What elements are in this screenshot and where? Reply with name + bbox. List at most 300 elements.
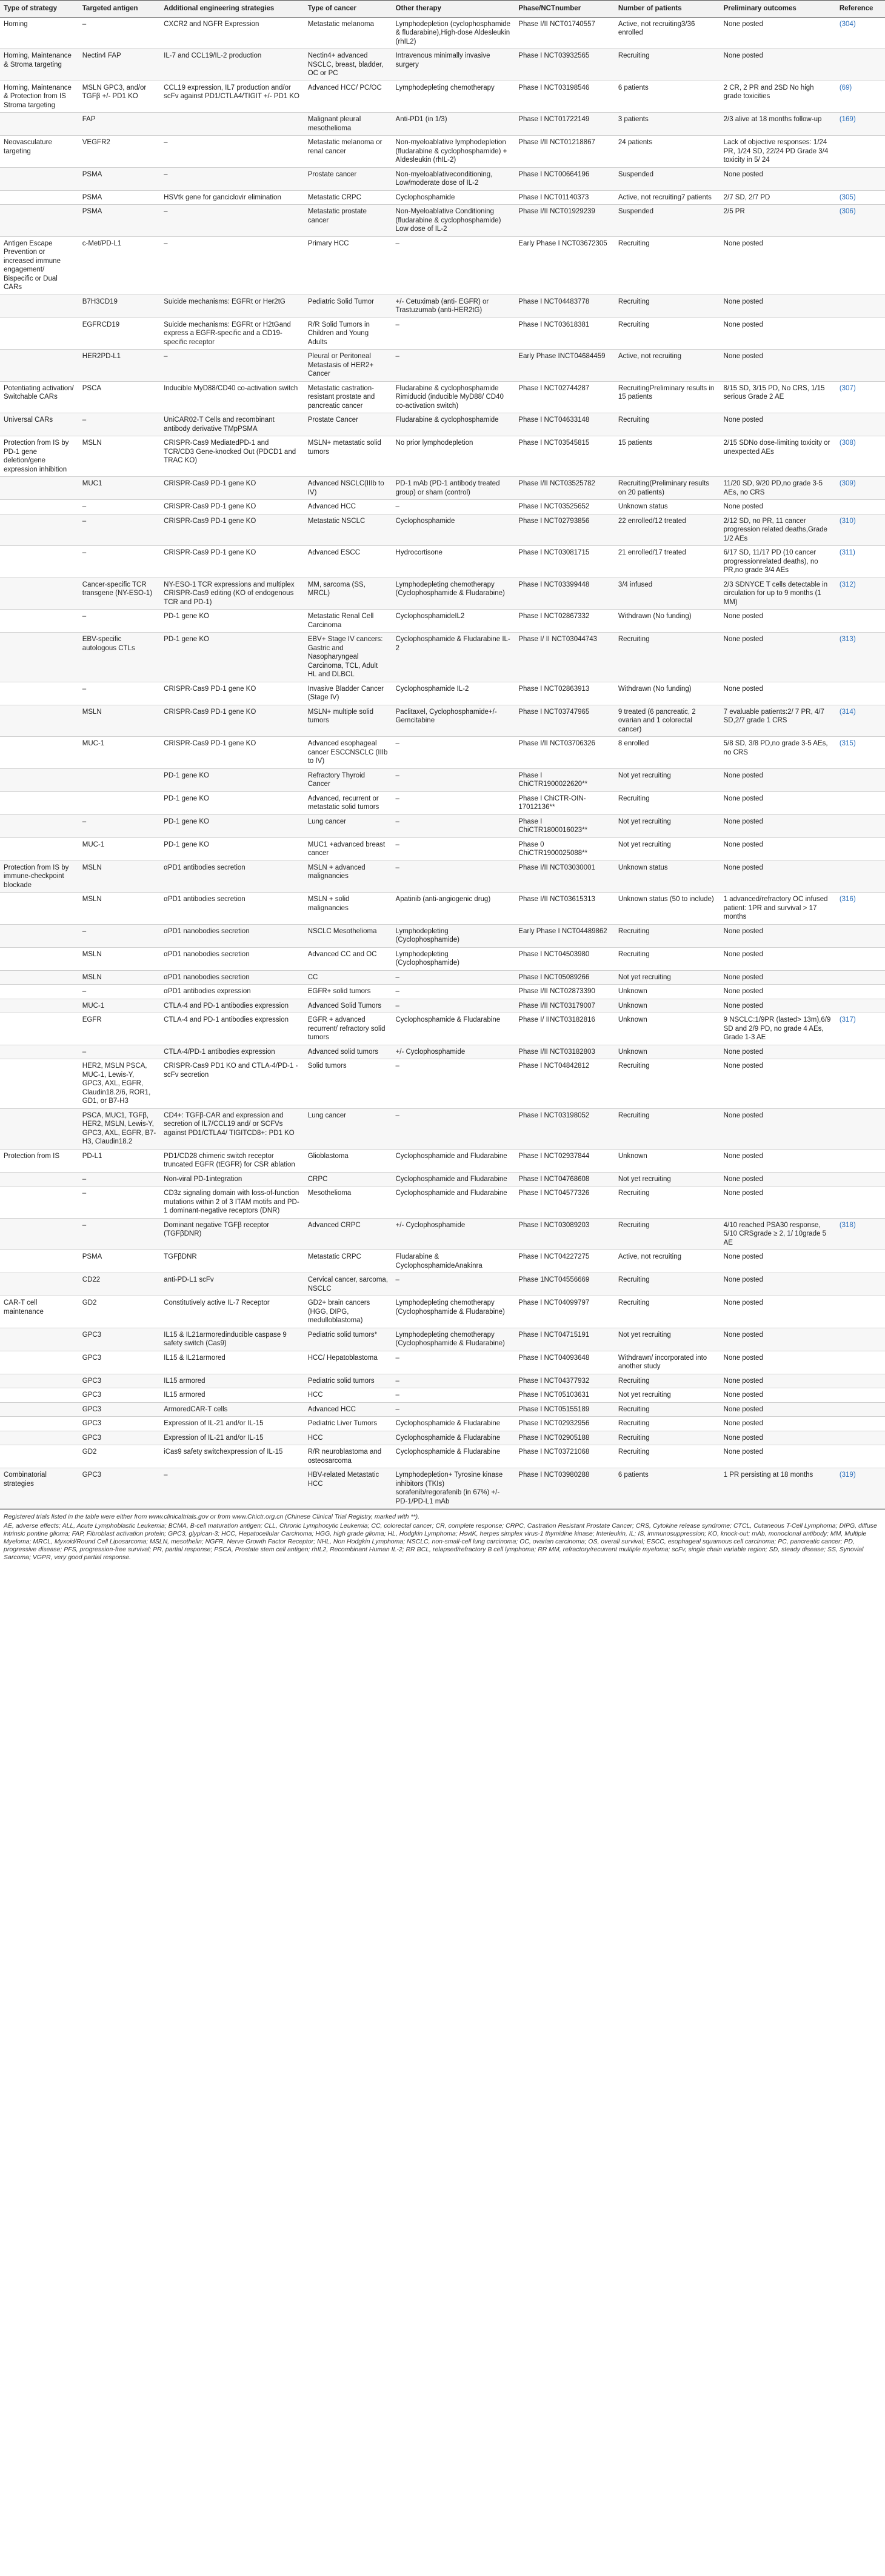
table-cell: Active, not recruiting7 patients xyxy=(615,190,720,205)
table-cell: Suicide mechanisms: EGFRt or H2tGand express a EGFR-specific and a CD19-specific receptor xyxy=(160,318,304,350)
table-cell: 1 advanced/refractory OC infused patient: 1PR and survival > 17 months xyxy=(720,893,836,925)
table-cell: – xyxy=(392,1273,515,1296)
table-cell: Advanced HCC xyxy=(304,500,392,514)
column-header: Preliminary outcomes xyxy=(720,1,836,18)
table-cell: CRISPR-Cas9 PD-1 gene KO xyxy=(160,546,304,578)
column-header: Targeted antigen xyxy=(79,1,160,18)
table-cell: Protection from IS by immune-checkpoint blockade xyxy=(0,860,79,893)
table-cell: Inducible MyD88/CD40 co-activation switch xyxy=(160,381,304,413)
table-cell: None posted xyxy=(720,1296,836,1328)
table-cell: Phase I NCT05103631 xyxy=(515,1388,615,1403)
table-cell: Cyclophosphamide xyxy=(392,514,515,546)
reference-cell xyxy=(836,814,885,837)
table-cell: Homing, Maintenance & Stroma targeting xyxy=(0,49,79,81)
table-cell: None posted xyxy=(720,985,836,999)
table-cell xyxy=(0,295,79,318)
table-cell xyxy=(0,924,79,947)
table-cell: – xyxy=(79,413,160,436)
table-cell: – xyxy=(160,1468,304,1509)
table-cell: Recruiting xyxy=(615,1417,720,1431)
table-cell xyxy=(0,682,79,705)
table-cell: Intravenous minimally invasive surgery xyxy=(392,49,515,81)
table-cell: Phase I NCT02867332 xyxy=(515,610,615,633)
table-cell: Phase I NCT04093648 xyxy=(515,1351,615,1374)
table-cell: None posted xyxy=(720,814,836,837)
table-cell: Phase I/II NCT01740557 xyxy=(515,17,615,49)
table-cell: Phase I NCT02863913 xyxy=(515,682,615,705)
table-cell: None posted xyxy=(720,295,836,318)
table-cell: Advanced CC and OC xyxy=(304,947,392,970)
table-cell xyxy=(0,1108,79,1149)
table-cell: Homing xyxy=(0,17,79,49)
reference-cell xyxy=(836,413,885,436)
table-cell: Protection from IS xyxy=(0,1149,79,1172)
table-cell: IL15 & IL21armored xyxy=(160,1351,304,1374)
table-cell: Advanced, recurrent or metastatic solid tumors xyxy=(304,791,392,814)
table-cell: CRPC xyxy=(304,1172,392,1186)
table-cell: 2/5 PR xyxy=(720,205,836,237)
table-row xyxy=(0,768,885,791)
table-cell: Apatinib (anti-angiogenic drug) xyxy=(392,893,515,925)
table-cell: Lymphodepletion (cyclophosphamide & fludarabine),High-dose Aldesleukin (rhIL2) xyxy=(392,17,515,49)
table-cell: Recruiting xyxy=(615,633,720,682)
table-cell: Phase I NCT04483778 xyxy=(515,295,615,318)
table-cell: 2/12 SD, no PR, 11 cancer progression related deaths,Grade 1/2 AEs xyxy=(720,514,836,546)
table-cell: None posted xyxy=(720,999,836,1013)
table-cell: Phase I ChiCTR1800016023** xyxy=(515,814,615,837)
table-cell xyxy=(0,1402,79,1417)
table-cell: Lymphodepleting chemotherapy (Cyclophosphamide & Fludarabine) xyxy=(392,1328,515,1351)
table-cell xyxy=(0,1445,79,1468)
table-cell: GPC3 xyxy=(79,1468,160,1509)
table-cell: Phase 0 ChiCTR1900025088** xyxy=(515,837,615,860)
table-cell: – xyxy=(392,970,515,985)
table-cell: Metastatic CRPC xyxy=(304,1250,392,1273)
reference-cell xyxy=(836,837,885,860)
reference-cell: (308) xyxy=(836,436,885,477)
table-cell: Cyclophosphamide and Fludarabine xyxy=(392,1172,515,1186)
table-cell: Phase I NCT04768608 xyxy=(515,1172,615,1186)
table-cell: PD-1 gene KO xyxy=(160,768,304,791)
reference-cell xyxy=(836,999,885,1013)
table-row xyxy=(0,49,885,81)
table-cell xyxy=(79,791,160,814)
table-cell: FAP xyxy=(79,113,160,136)
table-cell: Combinatorial strategies xyxy=(0,1468,79,1509)
table-cell: Unknown xyxy=(615,1045,720,1059)
table-cell: Phase I NCT02905188 xyxy=(515,1431,615,1445)
table-cell: PSMA xyxy=(79,190,160,205)
table-cell xyxy=(0,318,79,350)
table-cell xyxy=(0,477,79,500)
table-cell: – xyxy=(79,1172,160,1186)
table-cell: HER2PD-L1 xyxy=(79,350,160,382)
table-cell: TGFβDNR xyxy=(160,1250,304,1273)
table-cell: Phase I NCT04227275 xyxy=(515,1250,615,1273)
table-cell: Phase I NCT03545815 xyxy=(515,436,615,477)
table-cell: MM, sarcoma (SS, MRCL) xyxy=(304,577,392,610)
table-cell: GD2 xyxy=(79,1445,160,1468)
table-cell: Not yet recruiting xyxy=(615,837,720,860)
table-cell: +/- Cyclophosphamide xyxy=(392,1045,515,1059)
table-cell: Phase I NCT02744287 xyxy=(515,381,615,413)
table-cell: Unknown status xyxy=(615,860,720,893)
table-cell: Lymphodepleting (Cyclophosphamide) xyxy=(392,924,515,947)
table-cell: EGFR xyxy=(79,1013,160,1045)
table-cell: Protection from IS by PD-1 gene deletion/gene expression inhibition xyxy=(0,436,79,477)
reference-cell xyxy=(836,1374,885,1388)
table-cell: None posted xyxy=(720,1108,836,1149)
table-cell: Early Phase I NCT03672305 xyxy=(515,236,615,295)
table-row xyxy=(0,682,885,705)
table-row xyxy=(0,1172,885,1186)
column-header: Other therapy xyxy=(392,1,515,18)
table-cell: IL15 & IL21armoredinducible caspase 9 safety switch (Cas9) xyxy=(160,1328,304,1351)
table-cell: Active, not recruiting3/36 enrolled xyxy=(615,17,720,49)
table-cell: None posted xyxy=(720,17,836,49)
table-row xyxy=(0,737,885,769)
table-cell: Phase I NCT04633148 xyxy=(515,413,615,436)
table-row xyxy=(0,81,885,113)
table-cell: +/- Cyclophosphamide xyxy=(392,1218,515,1250)
table-cell: HCC/ Hepatoblastoma xyxy=(304,1351,392,1374)
table-cell: Recruiting xyxy=(615,236,720,295)
table-cell: Not yet recruiting xyxy=(615,970,720,985)
table-cell: HCC xyxy=(304,1431,392,1445)
reference-cell xyxy=(836,791,885,814)
table-cell: Expression of IL-21 and/or IL-15 xyxy=(160,1417,304,1431)
table-row xyxy=(0,295,885,318)
table-row xyxy=(0,610,885,633)
table-cell xyxy=(0,837,79,860)
table-cell: CD4+: TGFβ-CAR and expression and secretion of IL7/CCL19 and/ or SCFVs against PD1/CTLA4/ TIGITCD8+: PD1 KO xyxy=(160,1108,304,1149)
table-cell: GD2 xyxy=(79,1296,160,1328)
table-footnotes xyxy=(0,1509,885,1562)
table-cell: MSLN+ metastatic solid tumors xyxy=(304,436,392,477)
table-cell: – xyxy=(79,514,160,546)
table-cell: – xyxy=(392,791,515,814)
table-cell: – xyxy=(392,814,515,837)
table-row xyxy=(0,136,885,168)
table-cell: IL15 armored xyxy=(160,1374,304,1388)
table-cell: PSCA xyxy=(79,381,160,413)
reference-cell xyxy=(836,947,885,970)
table-cell: 2/3 SDNYCE T cells detectable in circulation for up to 9 months (1 MM) xyxy=(720,577,836,610)
table-cell: Phase I ChiCTR-OIN-17012136** xyxy=(515,791,615,814)
table-cell: MSLN xyxy=(79,705,160,737)
table-cell xyxy=(0,970,79,985)
table-cell: Phase I NCT02937844 xyxy=(515,1149,615,1172)
reference-cell xyxy=(836,1186,885,1219)
table-row xyxy=(0,999,885,1013)
table-cell: PD-1 gene KO xyxy=(160,837,304,860)
table-cell xyxy=(0,1417,79,1431)
table-cell: Advanced HCC/ PC/OC xyxy=(304,81,392,113)
table-cell: – xyxy=(392,500,515,514)
table-cell: – xyxy=(392,860,515,893)
table-row xyxy=(0,1328,885,1351)
table-cell: Lung cancer xyxy=(304,1108,392,1149)
table-cell: – xyxy=(392,1059,515,1109)
table-cell: – xyxy=(392,1108,515,1149)
table-cell: Dominant negative TGFβ receptor (TGFβDNR) xyxy=(160,1218,304,1250)
table-cell: Not yet recruiting xyxy=(615,1328,720,1351)
table-row xyxy=(0,113,885,136)
table-row xyxy=(0,1186,885,1219)
table-cell: Metastatic melanoma or renal cancer xyxy=(304,136,392,168)
table-cell xyxy=(0,985,79,999)
table-cell: Recruiting xyxy=(615,1059,720,1109)
table-cell: Paclitaxel, Cyclophosphamide+/- Gemcitabine xyxy=(392,705,515,737)
table-cell: – xyxy=(392,837,515,860)
table-cell: MUC1 +advanced breast cancer xyxy=(304,837,392,860)
table-cell: EBV-specific autologous CTLs xyxy=(79,633,160,682)
table-cell: PSMA xyxy=(79,1250,160,1273)
table-cell: Suicide mechanisms: EGFRt or Her2tG xyxy=(160,295,304,318)
table-cell: Phase I/II NCT03030001 xyxy=(515,860,615,893)
table-cell: EGFR+ solid tumors xyxy=(304,985,392,999)
table-row xyxy=(0,1059,885,1109)
table-cell: Phase I NCT04577326 xyxy=(515,1186,615,1219)
column-header: Number of patients xyxy=(615,1,720,18)
table-cell: – xyxy=(392,236,515,295)
table-cell: Primary HCC xyxy=(304,236,392,295)
table-cell: CyclophosphamideIL2 xyxy=(392,610,515,633)
table-cell: PD-L1 xyxy=(79,1149,160,1172)
table-cell: Glioblastoma xyxy=(304,1149,392,1172)
table-cell: Pediatric Solid Tumor xyxy=(304,295,392,318)
reference-cell: (317) xyxy=(836,1013,885,1045)
reference-cell xyxy=(836,1149,885,1172)
table-cell: – xyxy=(79,500,160,514)
table-cell: Not yet recruiting xyxy=(615,1388,720,1403)
table-row xyxy=(0,947,885,970)
table-cell: None posted xyxy=(720,1273,836,1296)
reference-cell: (304) xyxy=(836,17,885,49)
table-cell: Suspended xyxy=(615,167,720,190)
reference-cell: (312) xyxy=(836,577,885,610)
table-cell: Active, not recruiting xyxy=(615,350,720,382)
table-cell: GPC3 xyxy=(79,1351,160,1374)
table-cell: Metastatic NSCLC xyxy=(304,514,392,546)
table-cell: MSLN xyxy=(79,970,160,985)
table-cell: CRISPR-Cas9 PD-1 gene KO xyxy=(160,514,304,546)
table-cell: Cyclophosphamide and Fludarabine xyxy=(392,1149,515,1172)
table-cell: None posted xyxy=(720,860,836,893)
table-cell xyxy=(0,1186,79,1219)
table-cell: Advanced solid tumors xyxy=(304,1045,392,1059)
table-cell: CC xyxy=(304,970,392,985)
table-cell xyxy=(0,999,79,1013)
reference-cell xyxy=(836,924,885,947)
table-cell: Recruiting xyxy=(615,1108,720,1149)
table-cell: None posted xyxy=(720,1402,836,1417)
table-cell: Expression of IL-21 and/or IL-15 xyxy=(160,1431,304,1445)
table-cell: Unknown xyxy=(615,985,720,999)
table-cell: 5/8 SD, 3/8 PD,no grade 3-5 AEs, no CRS xyxy=(720,737,836,769)
table-row xyxy=(0,190,885,205)
table-row xyxy=(0,205,885,237)
table-cell: Withdrawn (No funding) xyxy=(615,610,720,633)
table-cell: PD-1 mAb (PD-1 antibody treated group) or sham (control) xyxy=(392,477,515,500)
table-cell: Cancer-specific TCR transgene (NY-ESO-1) xyxy=(79,577,160,610)
column-header: Reference xyxy=(836,1,885,18)
table-row xyxy=(0,1149,885,1172)
table-cell: – xyxy=(79,1186,160,1219)
table-cell: Non-Myeloablative Conditioning (fludarabine & cyclophosphamide) Low dose of IL-2 xyxy=(392,205,515,237)
table-cell: Metastatic castration-resistant prostate and pancreatic cancer xyxy=(304,381,392,413)
table-cell: – xyxy=(392,350,515,382)
table-cell xyxy=(0,1431,79,1445)
table-row xyxy=(0,633,885,682)
table-cell xyxy=(0,1218,79,1250)
table-cell: Phase I NCT04503980 xyxy=(515,947,615,970)
table-cell: Phase I NCT04715191 xyxy=(515,1328,615,1351)
table-cell: CCL19 expression, IL7 production and/or scFv against PD1/CTLA4/TIGIT +/- PD1 KO xyxy=(160,81,304,113)
table-cell: None posted xyxy=(720,1186,836,1219)
reference-cell xyxy=(836,1108,885,1149)
table-cell: – xyxy=(160,236,304,295)
table-cell: – xyxy=(392,999,515,1013)
table-cell: 1 PR persisting at 18 months xyxy=(720,1468,836,1509)
header-row xyxy=(0,1,885,18)
table-row xyxy=(0,577,885,610)
table-cell: MSLN xyxy=(79,860,160,893)
table-cell: IL-7 and CCL19/IL-2 production xyxy=(160,49,304,81)
table-cell: MSLN + advanced malignancies xyxy=(304,860,392,893)
table-cell: 9 NSCLC:1/9PR (lasted> 13m),6/9 SD and 2/9 PD, no grade 4 AEs, Grade 1-3 AE xyxy=(720,1013,836,1045)
table-cell: None posted xyxy=(720,768,836,791)
reference-cell xyxy=(836,318,885,350)
table-cell: anti-PD-L1 scFv xyxy=(160,1273,304,1296)
table-cell: CAR-T cell maintenance xyxy=(0,1296,79,1328)
table-cell: Phase I NCT03399448 xyxy=(515,577,615,610)
table-cell: Prostate Cancer xyxy=(304,413,392,436)
table-cell: Phase I NCT03198052 xyxy=(515,1108,615,1149)
table-cell: – xyxy=(79,546,160,578)
reference-cell: (305) xyxy=(836,190,885,205)
table-cell xyxy=(0,546,79,578)
table-cell: HSVtk gene for ganciclovir elimination xyxy=(160,190,304,205)
table-cell xyxy=(0,167,79,190)
table-cell: Early Phase INCT04684459 xyxy=(515,350,615,382)
table-cell: CRISPR-Cas9 PD-1 gene KO xyxy=(160,500,304,514)
table-row xyxy=(0,17,885,49)
table-cell: 2/7 SD, 2/7 PD xyxy=(720,190,836,205)
table-cell: EGFR + advanced recurrent/ refractory solid tumors xyxy=(304,1013,392,1045)
table-cell: GPC3 xyxy=(79,1388,160,1403)
table-cell: CRISPR-Cas9 PD-1 gene KO xyxy=(160,682,304,705)
table-cell: Not yet recruiting xyxy=(615,768,720,791)
reference-cell: (318) xyxy=(836,1218,885,1250)
table-cell: PD-1 gene KO xyxy=(160,610,304,633)
table-cell: None posted xyxy=(720,318,836,350)
table-row xyxy=(0,1417,885,1431)
reference-cell xyxy=(836,1445,885,1468)
table-cell: Mesothelioma xyxy=(304,1186,392,1219)
table-cell: Early Phase I NCT04489862 xyxy=(515,924,615,947)
table-cell: Cyclophosphamide and Fludarabine xyxy=(392,1186,515,1219)
table-cell: None posted xyxy=(720,49,836,81)
table-cell: MSLN xyxy=(79,893,160,925)
table-row xyxy=(0,477,885,500)
table-cell: CRISPR-Cas9 PD-1 gene KO xyxy=(160,737,304,769)
table-cell: Cyclophosphamide & Fludarabine xyxy=(392,1013,515,1045)
table-cell: Cyclophosphamide & Fludarabine xyxy=(392,1417,515,1431)
table-cell: CD22 xyxy=(79,1273,160,1296)
table-cell: Homing, Maintenance & Protection from IS Stroma targeting xyxy=(0,81,79,113)
table-cell xyxy=(0,500,79,514)
table-cell: Phase I NCT00664196 xyxy=(515,167,615,190)
table-cell xyxy=(0,113,79,136)
table-cell: None posted xyxy=(720,1351,836,1374)
table-cell: None posted xyxy=(720,610,836,633)
table-cell: IL15 armored xyxy=(160,1388,304,1403)
column-header: Type of strategy xyxy=(0,1,79,18)
table-cell: Unknown xyxy=(615,1149,720,1172)
table-cell: Constitutively active IL-7 Receptor xyxy=(160,1296,304,1328)
table-cell: 8/15 SD, 3/15 PD, No CRS, 1/15 serious Grade 2 AE xyxy=(720,381,836,413)
column-header: Additional engineering strategies xyxy=(160,1,304,18)
table-cell: – xyxy=(79,985,160,999)
table-cell xyxy=(79,768,160,791)
table-cell xyxy=(0,190,79,205)
table-cell: None posted xyxy=(720,1045,836,1059)
table-cell: Phase I NCT01722149 xyxy=(515,113,615,136)
table-cell xyxy=(0,705,79,737)
table-cell: None posted xyxy=(720,236,836,295)
table-cell: NSCLC Mesothelioma xyxy=(304,924,392,947)
table-cell: – xyxy=(79,1218,160,1250)
table-cell xyxy=(0,205,79,237)
table-cell: None posted xyxy=(720,1250,836,1273)
reference-cell: (314) xyxy=(836,705,885,737)
table-cell: – xyxy=(79,610,160,633)
table-cell: Pleural or Peritoneal Metastasis of HER2+ Cancer xyxy=(304,350,392,382)
table-cell: Lymphodepleting (Cyclophosphamide) xyxy=(392,947,515,970)
table-cell xyxy=(160,113,304,136)
table-cell: MSLN+ multiple solid tumors xyxy=(304,705,392,737)
table-cell: None posted xyxy=(720,837,836,860)
table-cell: Lung cancer xyxy=(304,814,392,837)
table-cell xyxy=(0,577,79,610)
table-cell: Metastatic prostate cancer xyxy=(304,205,392,237)
table-cell: Recruiting xyxy=(615,413,720,436)
table-cell: Unknown xyxy=(615,1013,720,1045)
reference-cell xyxy=(836,500,885,514)
table-cell: Antigen Escape Prevention or increased immune engagement/ Bispecific or Dual CARs xyxy=(0,236,79,295)
reference-cell xyxy=(836,350,885,382)
table-cell: UniCAR02-T Cells and recombinant antibody derivative TMpPSMA xyxy=(160,413,304,436)
table-cell: Solid tumors xyxy=(304,1059,392,1109)
reference-cell xyxy=(836,1172,885,1186)
table-cell: None posted xyxy=(720,970,836,985)
table-cell: – xyxy=(79,17,160,49)
table-cell xyxy=(0,1013,79,1045)
table-cell: αPD1 nanobodies secretion xyxy=(160,924,304,947)
table-cell: HBV-related Metastatic HCC xyxy=(304,1468,392,1509)
table-cell xyxy=(0,1273,79,1296)
reference-cell xyxy=(836,1250,885,1273)
table-cell: Phase I NCT03089203 xyxy=(515,1218,615,1250)
table-row xyxy=(0,413,885,436)
table-cell: Not yet recruiting xyxy=(615,814,720,837)
table-cell: GPC3 xyxy=(79,1374,160,1388)
reference-cell xyxy=(836,1431,885,1445)
table-cell: – xyxy=(392,768,515,791)
table-cell: Nectin4+ advanced NSCLC, breast, bladder, OC or PC xyxy=(304,49,392,81)
reference-cell xyxy=(836,1296,885,1328)
